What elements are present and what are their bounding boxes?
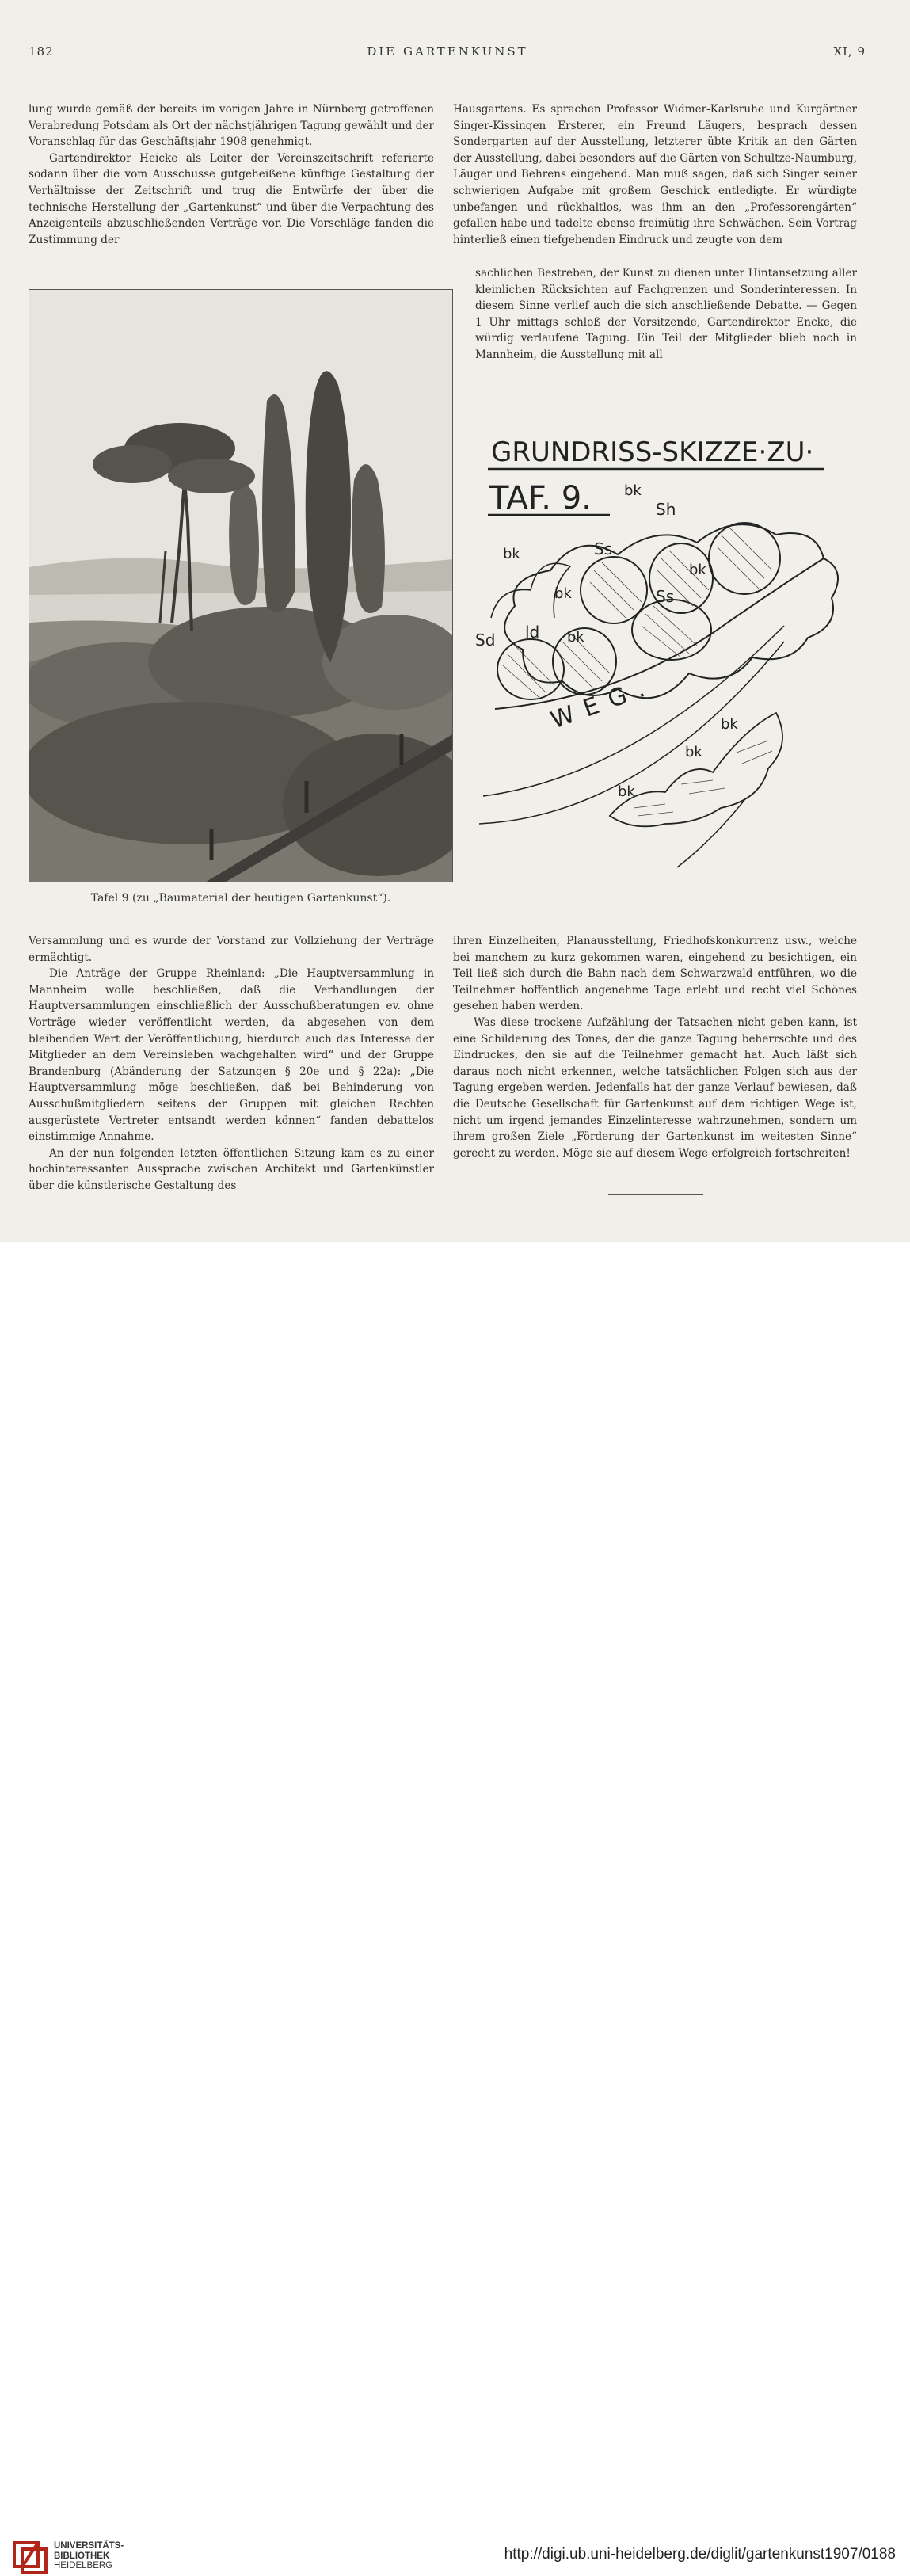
sketch-label: Sh xyxy=(656,500,676,519)
landscape-drawing xyxy=(29,290,453,882)
paragraph: ihren Einzelheiten, Planausstellung, Friedhofskonkurrenz usw., welche bei manchem zu kurz gekommen waren, eingehend zu besichtigen, ein Teil ließ sich durch die Bahn nach dem Schwarzwald entführen, wo die Teilnehmer hoffentlich angenehme Tage erlebt und recht viel Schönes gesehen haben werden. xyxy=(453,935,857,1013)
sketch-label: bk xyxy=(618,783,635,800)
top-left-column xyxy=(29,101,434,248)
plate-caption: Tafel 9 (zu „Baumaterial der heutigen Gartenkunst“). xyxy=(90,892,391,905)
sketch-label: bk xyxy=(689,562,706,578)
university-library-logo-icon xyxy=(11,2538,49,2576)
sketch-label: bk xyxy=(721,716,738,733)
sketch-label: bk xyxy=(503,546,520,562)
bottom-left-column xyxy=(29,933,434,1195)
ground-plan-sketch xyxy=(475,428,855,883)
top-right-column xyxy=(453,101,857,248)
sketch-label: ld xyxy=(525,623,540,642)
paragraph: Die Anträge der Gruppe Rheinland: „Die Hauptversammlung in Mannheim wolle beschließen, daß die Verhandlungen der Hauptversammlungen einschließlich der Ausschußberatungen ev. ohne Vorträge wieder veröffentlicht werden, da abgesehen von dem bleibenden Wert der Veröffentlichung, hierdurch auch das Interesse der Mitglieder an dem Vereinsleben wachgehalten wird“ und der Gruppe Brandenburg (Abänderung der Satzungen § 20e und § 22a): „Die Hauptversammlung möge beschließen, daß bei Behinderung von Ausschußmitgliedern seitens der Gruppen mit gleichen Rechten ausgerüstete Vertreter entsandt werden können“ fanden debattelos einstimmige Annahme. xyxy=(29,967,434,1144)
sketch-label: Ss xyxy=(656,587,675,606)
paragraph: Gartendirektor Heicke als Leiter der Vereinszeitschrift referierte sodann über die vom Ausschusse gutgeheißene künftige Gestaltung der Verhältnisse der Zeitschrift und trug die Entwürfe der über die technische Herstellung der „Gartenkunst“ und über die Verpachtung des Anzeigenteils abzuschließenden Verträge vor. Die Vorschläge fanden die Zustimmung der xyxy=(29,151,434,246)
sketch-label: bk xyxy=(567,629,584,646)
sketch-label: bk xyxy=(685,744,702,760)
library-line: UNIVERSITÄTS- xyxy=(54,2541,124,2551)
journal-page xyxy=(0,0,910,1242)
journal-title: DIE GARTENKUNST xyxy=(367,44,528,59)
sketch-label: Ss xyxy=(594,539,613,558)
library-line: HEIDELBERG xyxy=(54,2561,113,2570)
path-label: WEG. xyxy=(546,671,659,735)
paragraph: Versammlung und es wurde der Vorstand zur Vollziehung der Verträge ermächtigt. xyxy=(29,935,434,964)
paragraph: Hausgartens. Es sprachen Professor Widmer-Karlsruhe und Kurgärtner Singer-Kissingen Ersterer, ein Freund Läugers, besprach dessen Sondergarten auf der Ausstellung, letzterer übte Kritik an den Gärten der Ausstellung, dabei besonders auf die Gärten von Schultze-Naumburg, Läuger und Behrens eingehend. Man muß sagen, daß sich Singer seiner schwierigen Aufgabe mit großem Geschick entledigte. Er würdigte unbefangen und rückhaltlos, was ihm an den „Professorengärten“ gefallen habe und tadelte ebenso freimütig ihre Schwächen. Sein Vortrag hinterließ einen tiefgehenden Eindruck und zeugte von dem xyxy=(453,103,857,246)
sketch-title-line1: GRUNDRISS-SKIZZE·ZU· xyxy=(491,436,814,468)
sketch-label: bk xyxy=(624,482,642,499)
bottom-right-column xyxy=(453,933,857,1161)
paragraph: sachlichen Bestreben, der Kunst zu dienen unter Hintansetzung aller kleinlichen Rücksichten auf Fachgrenzen und Sonderinteressen. In diesem Sinne verlief auch die sich anschließende Debatte. — Gegen 1 Uhr mittags schloß der Vorsitzende, Gartendirektor Encke, die würdig verlaufene Tagung. Ein Teil der Mitglieder blieb noch in Mannheim, die Ausstellung mit all xyxy=(475,267,857,361)
sketch-label: bk xyxy=(554,585,572,602)
permalink[interactable]: http://digi.ub.uni-heidelberg.de/diglit/gartenkunst1907/0188 xyxy=(504,2546,896,2563)
page-number: 182 xyxy=(29,44,54,59)
viewer-footer xyxy=(0,1242,910,2570)
paragraph: Was diese trockene Aufzählung der Tatsachen nicht geben kann, ist eine Schilderung des Tones, der die ganze Tagung beherrschte und des Eindruckes, den sie auf die Teilnehmer gemacht hat. Auch läßt sich daraus noch nicht erkennen, welche tatsächlichen Folgen sich aus der Tagung ergeben werden. Jedenfalls hat der ganze Verlauf bewiesen, daß die Deutsche Gesellschaft für Gartenkunst auf dem richtigen Wege ist, nicht um irgend jemandes Einzelinteresse wahrzunehmen, sondern um ihrem großen Ziele „Förderung der Gartenkunst im weitesten Sinne“ gerecht zu werden. Möge sie auf diesem Wege erfolgreich fortschreiten! xyxy=(453,1016,857,1160)
library-line: BIBLIOTHEK xyxy=(54,2551,110,2561)
sketch-label: Sd xyxy=(475,631,496,650)
plate-illustration xyxy=(29,289,453,882)
volume-issue: XI, 9 xyxy=(833,44,866,59)
end-rule xyxy=(608,1194,703,1195)
sketch-title-line2: TAF. 9. xyxy=(489,480,592,516)
library-name xyxy=(54,2541,124,2571)
paragraph: lung wurde gemäß der bereits im vorigen Jahre in Nürnberg getroffenen Verabredung Potsdam als Ort der nächstjährigen Tagung gewählt und der Voranschlag für das Geschäftsjahr 1908 genehmigt. xyxy=(29,103,434,149)
paragraph: An der nun folgenden letzten öffentlichen Sitzung kam es zu einer hochinteressanten Aussprache zwischen Architekt und Gartenkünstler über die künstlerische Gestaltung des xyxy=(29,1146,434,1192)
top-right-narrow-column xyxy=(475,265,857,364)
